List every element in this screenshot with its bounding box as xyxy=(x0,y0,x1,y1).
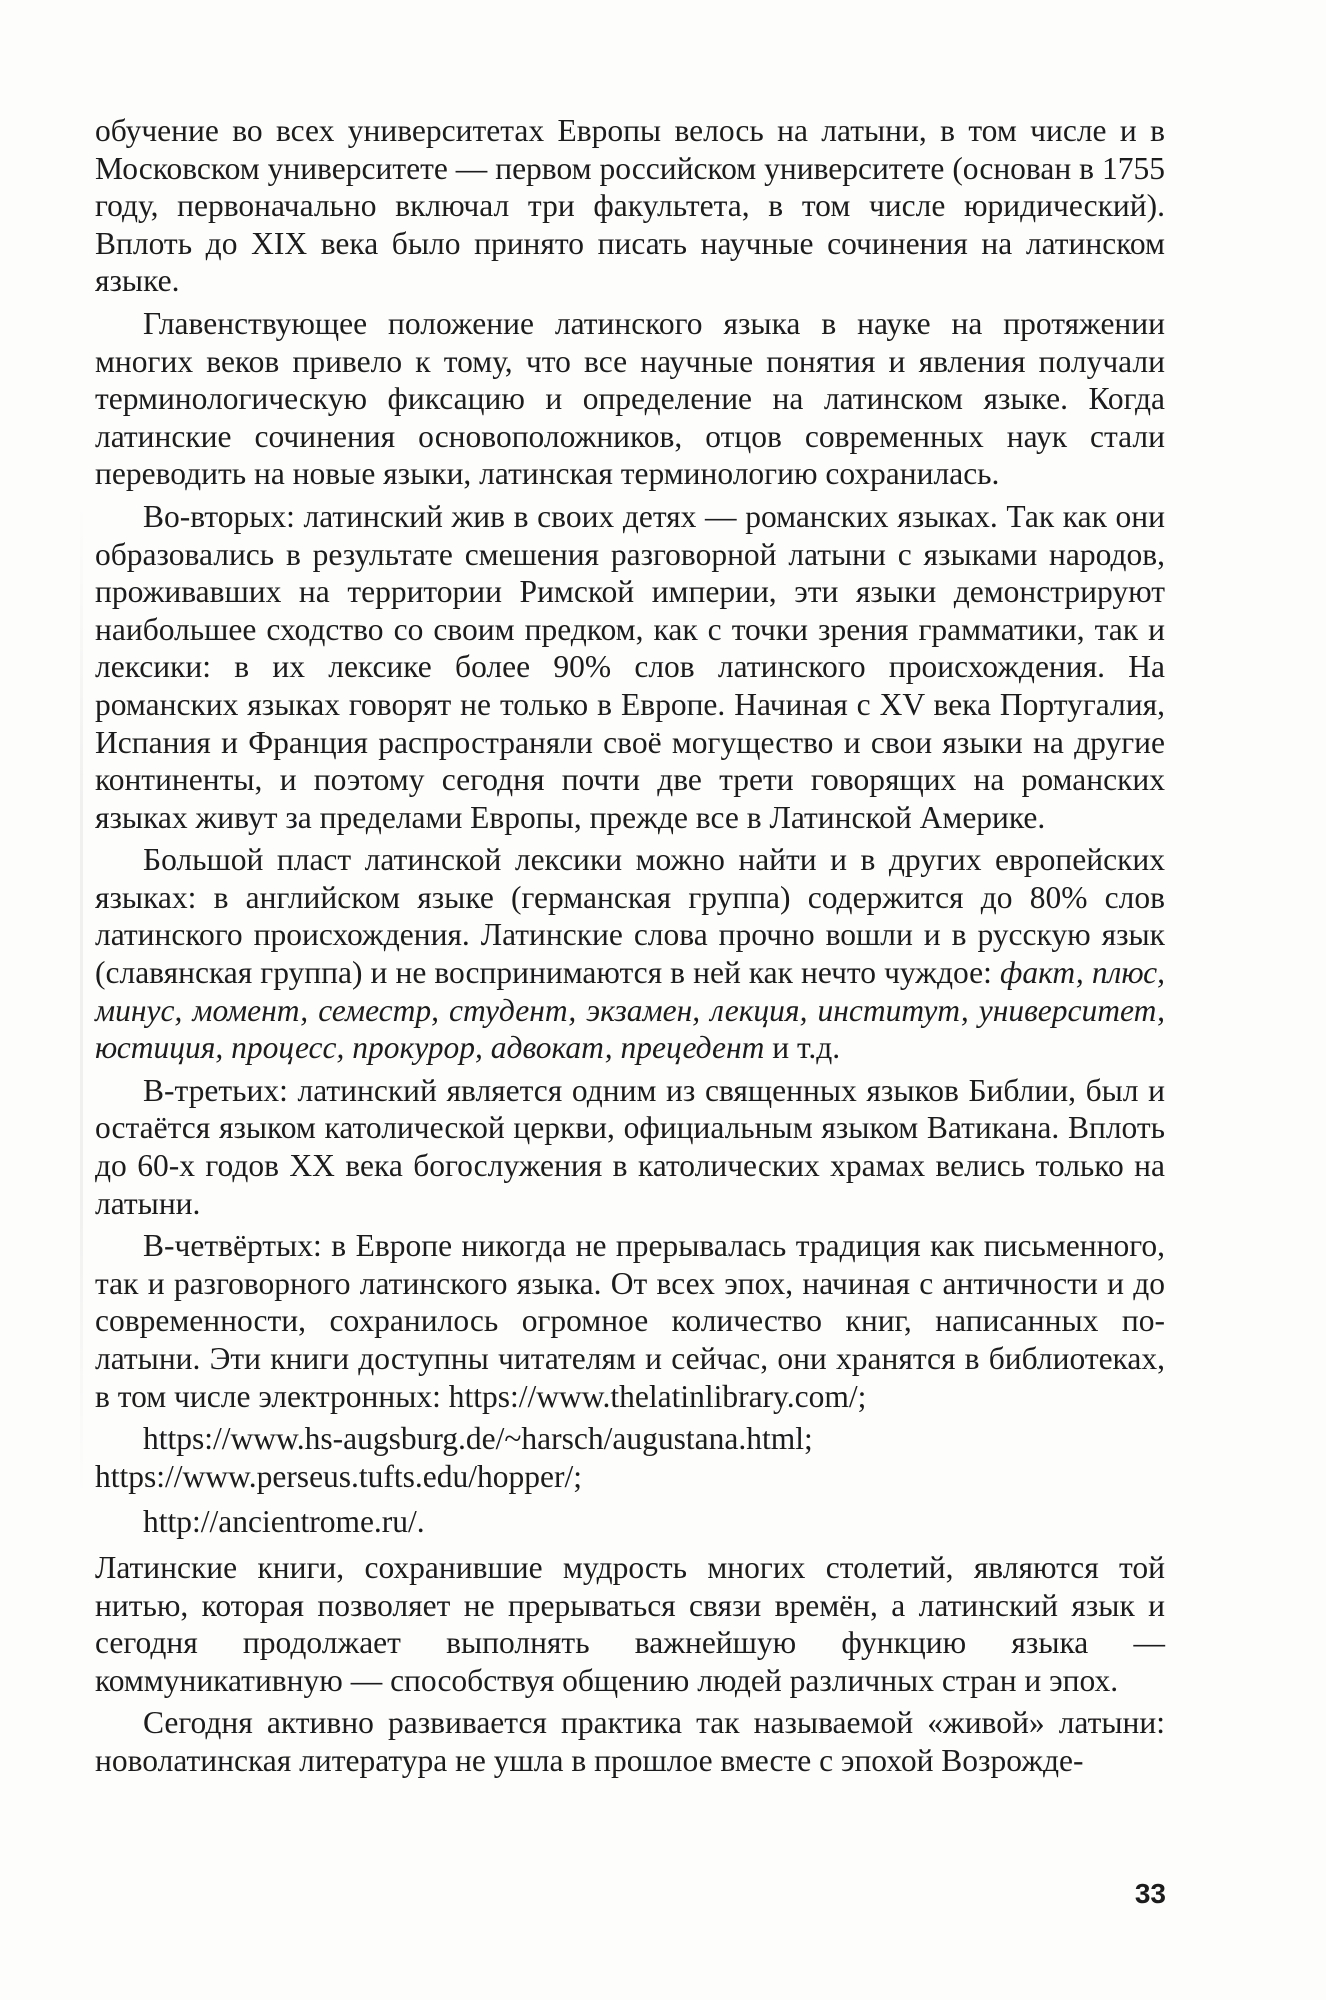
paragraph-terminology: Главенствующее положение латинского языка в науке на протяжении многих веков привело к тому, что все научные понятия и явления получали терминологическую фиксацию и определение на латинском языке. Когда латинские сочинения основоположников, отцов современных наук стали переводить на новые языки, латинская терминологию сохранилась. xyxy=(95,305,1165,492)
library-links: https://www.hs-augsburg.de/~harsch/augustana.html; https://www.perseus.tufts.edu/hopper/; xyxy=(95,1421,813,1494)
ancientrome-link: http://ancientrome.ru/. xyxy=(143,1504,425,1540)
paragraph-latin-lexicon-tail: и т.д. xyxy=(764,1030,841,1066)
paragraph-living-latin: Сегодня активно развивается практика так называемой «живой» латыни: новолатинская литература не ушла в прошлое вместе с эпохой Возрожде- xyxy=(95,1705,1165,1778)
paragraph-continuation: обучение во всех университетах Европы велось на латыни, в том числе и в Московском университете — первом российском университете (основан в 1755 году, первоначально включал три факультета, в том числе юридический). Вплоть до XIX века было принято писать научные сочинения на латинском языке. xyxy=(95,113,1165,299)
paragraph-church-language: В-третьих: латинский является одним из священных языков Библии, был и остаётся языком католической церкви, официальным языком Ватикана. Вплоть до 60-х годов XX века богослужения в католических храмах велись только на латыни. xyxy=(95,1072,1165,1221)
paragraph-written-tradition: В-четвёртых: в Европе никогда не прерывалась традиция как письменного, так и разговорного латинского языка. От всех эпох, начиная с античности и до современности, сохранилось огромное количество книг, написанных по-латыни. Эти книги доступны читателям и сейчас, они хранятся в библиотеках, в том числе электронных: https://www.thelatinlibrary.com/; xyxy=(95,1228,1165,1414)
paragraph-romance-languages: Во-вторых: латинский жив в своих детях — романских языках. Так как они образовались в результате смешения разговорной латыни с языками народов, проживавших на территории Римской империи, эти языки демонстрируют наибольшее сходство со своим предком, как с точки зрения грамматики, так и лексики: в их лексике более 90% слов латинского происхождения. На романских языках говорят не только в Европе. Начиная с XV века Португалия, Испания и Франция распространяли своё могущество и свои языки на другие континенты, и поэтому сегодня почти две трети говорящих на романских языках живут за пределами Европы, прежде все в Латинской Америке. xyxy=(95,498,1165,835)
paragraph-latin-lexicon xyxy=(95,841,1165,1067)
paragraph-latin-lexicon-intro: Большой пласт латинской лексики можно найти и в других европейских языках: в английском языке (германская группа) содержится до 80% слов латинского происхождения. Латинские слова прочно вошли и в русскую язык (славянская группа) и не воспринимаются в ней как нечто чуждое: xyxy=(95,842,1165,991)
paragraph-latin-books: Латинские книги, сохранившие мудрость многих столетий, являются той нитью, которая позволяет не прерываться связи времён, а латинский язык и сегодня продолжает выполнять важнейшую функцию языка — коммуникативную — способствуя общению людей различных стран и эпох. xyxy=(95,1549,1165,1698)
latin-loanwords-list: факт, плюс, минус, момент, семестр, студент, экзамен, лекция, институт, университет, юстиция, процесс, прокурор, адвокат, прецедент xyxy=(95,955,1165,1066)
binding-shadow xyxy=(80,500,83,1500)
page-number: 33 xyxy=(1134,1878,1166,1909)
page-body xyxy=(95,112,1165,1785)
